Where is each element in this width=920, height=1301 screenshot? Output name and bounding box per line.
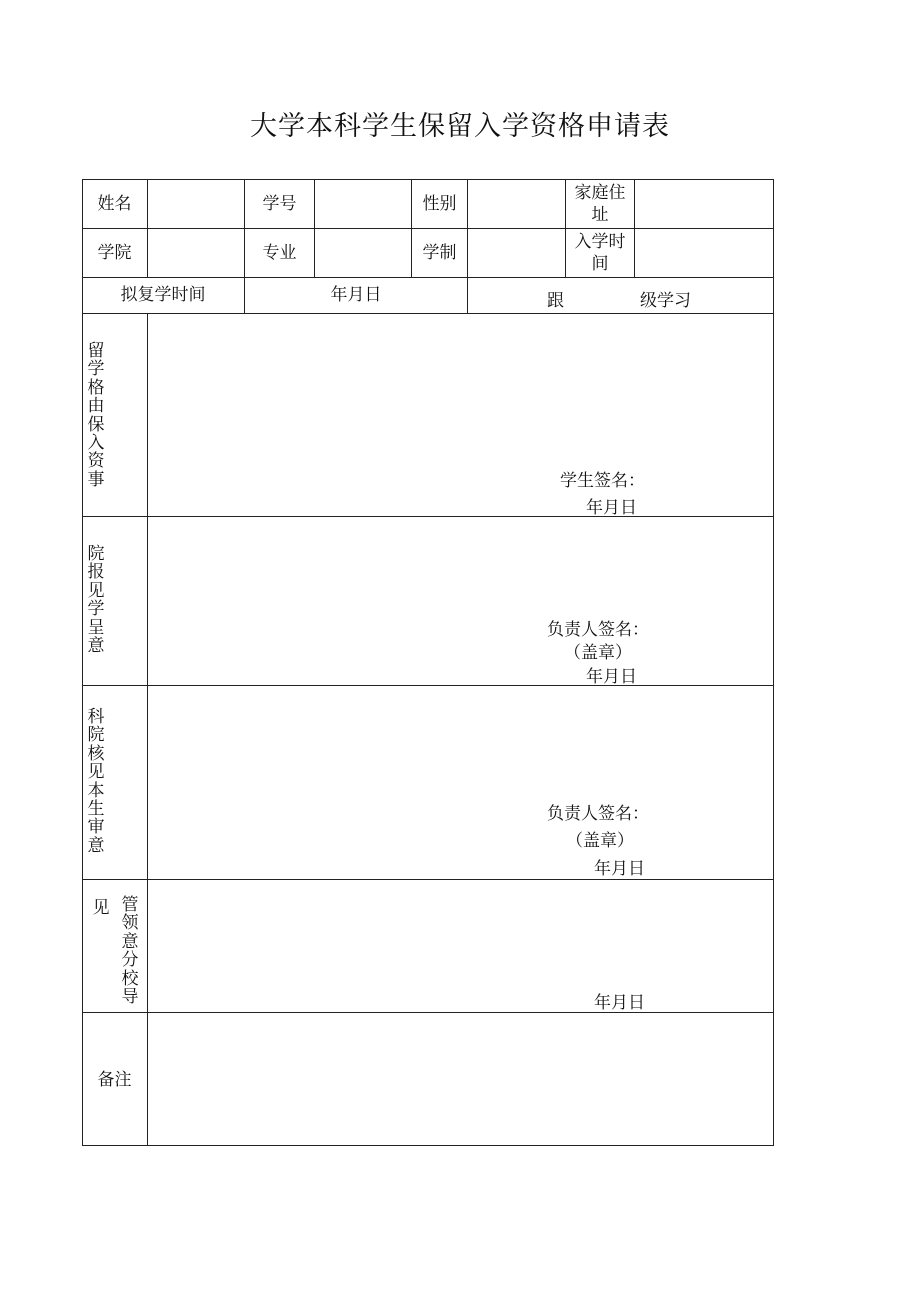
home-address-label: 家庭住址 [574, 182, 626, 225]
major-label: 专业 [262, 242, 297, 263]
student-id-label: 学号 [262, 193, 297, 214]
college-field[interactable] [148, 228, 244, 277]
leader-opinion-area[interactable] [150, 882, 770, 982]
leader-opinion-label-right: 管领意分校导 [121, 895, 139, 1008]
student-signature-label: 学生签名： [560, 471, 645, 491]
undergrad-signature-date: 年月日 [594, 859, 645, 879]
college-signature-date: 年月日 [586, 667, 637, 687]
grade-study-label: 级学习 [640, 291, 691, 311]
major-field[interactable] [315, 228, 411, 277]
name-field[interactable] [148, 179, 244, 228]
enrollment-time-label: 入学时间 [574, 231, 626, 274]
undergrad-seal-label: （盖章） [566, 831, 634, 851]
remarks-area[interactable] [150, 1016, 770, 1142]
name-label: 姓名 [97, 193, 132, 214]
reason-content-area[interactable] [150, 316, 770, 456]
leader-date: 年月日 [594, 993, 645, 1013]
college-opinion-area[interactable] [150, 519, 770, 609]
undergrad-review-area[interactable] [150, 688, 770, 793]
column-divider [565, 179, 566, 277]
college-seal-label: （盖章） [564, 643, 632, 663]
row-divider [82, 685, 774, 686]
gender-label: 性别 [422, 193, 457, 214]
program-length-label: 学制 [422, 242, 457, 263]
undergrad-review-label: 科院核见本生审意 [87, 707, 105, 856]
student-id-field[interactable] [315, 179, 411, 228]
student-signature-date: 年月日 [586, 498, 637, 518]
gender-field[interactable] [468, 179, 565, 228]
enrollment-time-field[interactable] [635, 228, 773, 277]
college-opinion-label: 院报见学呈意 [87, 544, 105, 657]
row-divider [82, 313, 774, 314]
leader-opinion-label-left: 见 [92, 898, 110, 918]
resume-date-field[interactable]: 年月日 [330, 285, 382, 305]
page-title: 大学本科学生保留入学资格申请表 [250, 111, 670, 142]
college-label: 学院 [97, 242, 132, 263]
undergrad-signature-label: 负责人签名： [547, 804, 649, 824]
row-divider [82, 516, 774, 517]
row-divider [82, 1012, 774, 1013]
column-divider [147, 313, 148, 1146]
resume-time-label: 拟复学时间 [120, 285, 206, 305]
college-signature-label: 负责人签名： [547, 620, 649, 640]
remarks-label: 备注 [97, 1069, 132, 1090]
program-length-field[interactable] [468, 228, 565, 277]
reason-section-label: 留学格由保入资事 [87, 341, 105, 490]
follow-label: 跟 [547, 291, 564, 311]
home-address-field[interactable] [635, 179, 773, 228]
row-divider [82, 879, 774, 880]
